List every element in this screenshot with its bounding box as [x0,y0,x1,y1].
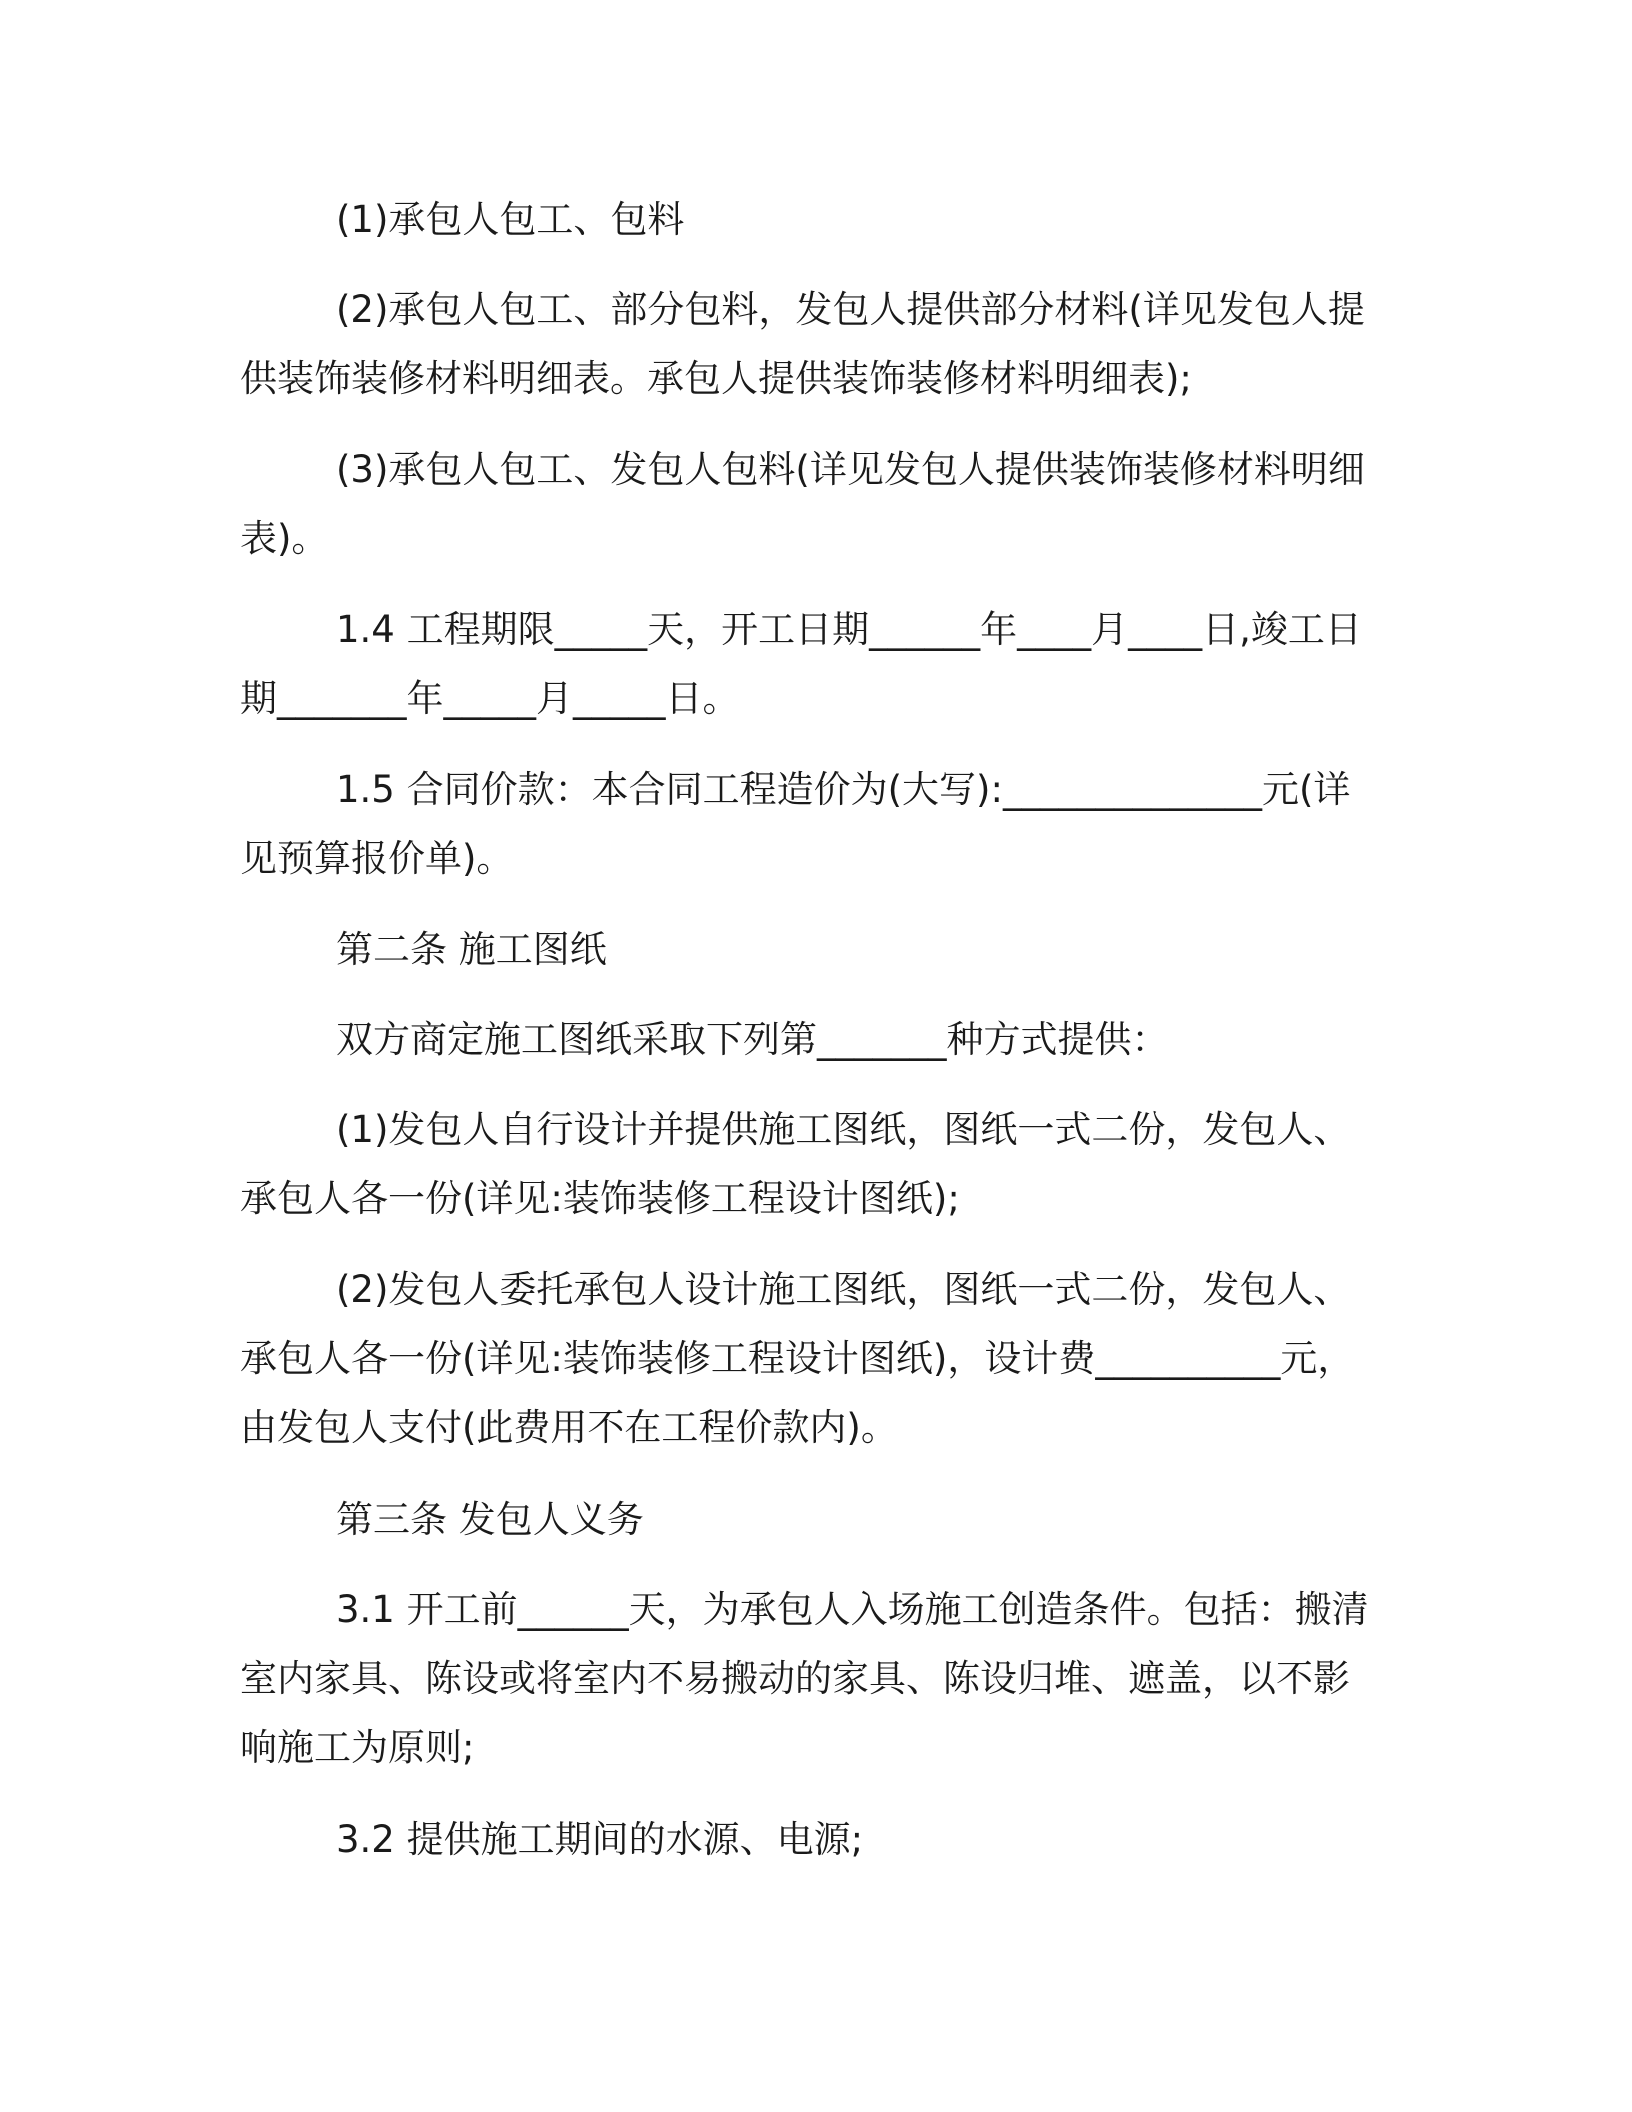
paragraph-clause-3-2: 3.2 提供施工期间的水源、电源; [336,1818,864,1861]
paragraph-option-2: (2)承包人包工、部分包料，发包人提供部分材料(详见发包人提供装饰装修材料明细表。承包人提供装饰装修材料明细表); [240,288,1365,400]
paragraph-drawing-method: 双方商定施工图纸采取下列第_______种方式提供： [336,1018,1169,1061]
paragraph-project-period: 1.4 工程期限_____天，开工日期______年____月____日,竣工日期_______年_____月_____日。 [240,608,1362,720]
paragraph-contract-price: 1.5 合同价款：本合同工程造价为(大写):______________元(详见预算报价单)。 [240,768,1351,880]
paragraph-option-3: (3)承包人包工、发包人包料(详见发包人提供装饰装修材料明细表)。 [240,448,1365,560]
paragraph-drawing-option-2: (2)发包人委托承包人设计施工图纸，图纸一式二份，发包人、承包人各一份(详见:装饰装修工程设计图纸)，设计费__________元，由发包人支付(此费用不在工程价款内)。 [240,1268,1355,1449]
paragraph-option-1: (1)承包人包工、包料 [336,198,685,241]
paragraph-drawing-option-1: (1)发包人自行设计并提供施工图纸，图纸一式二份，发包人、承包人各一份(详见:装饰装修工程设计图纸); [240,1108,1351,1220]
heading-article-2: 第二条 施工图纸 [336,928,607,971]
paragraph-clause-3-1: 3.1 开工前______天，为承包人入场施工创造条件。包括：搬清室内家具、陈设或将室内不易搬动的家具、陈设归堆、遮盖，以不影响施工为原则; [240,1588,1369,1769]
heading-article-3: 第三条 发包人义务 [336,1498,644,1541]
